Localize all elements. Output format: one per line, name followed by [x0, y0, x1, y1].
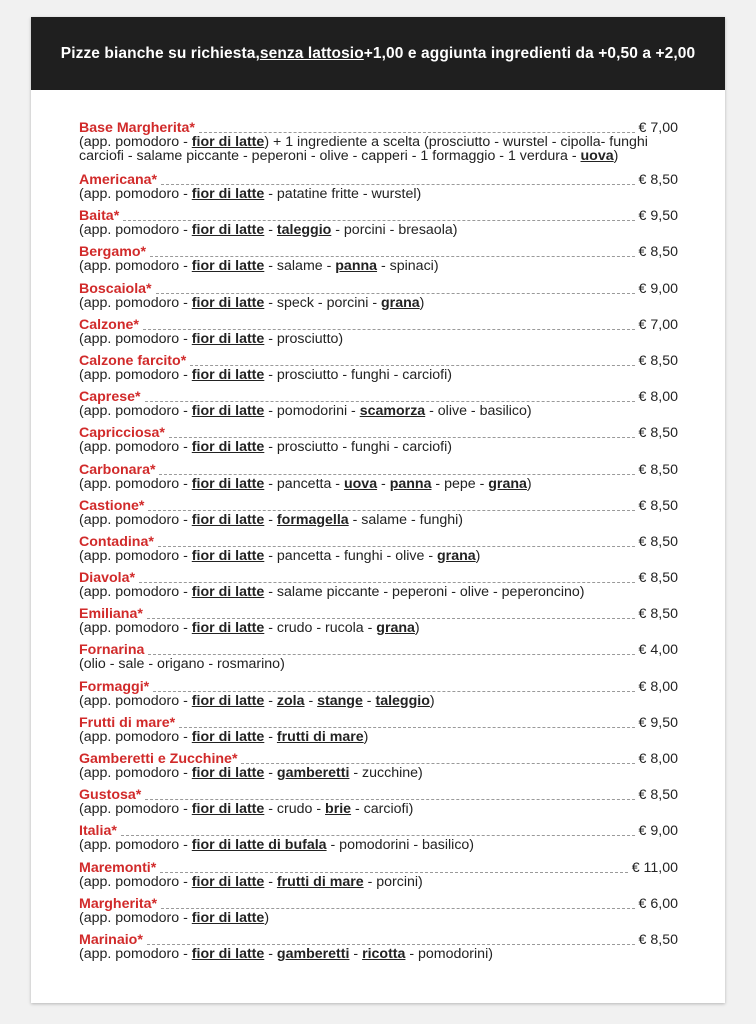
highlight-ingredient: stange — [317, 692, 363, 709]
pizza-price: € 9,00 — [638, 280, 678, 297]
highlight-ingredient: fior di latte — [191, 134, 265, 150]
pizza-price: € 8,50 — [638, 425, 678, 442]
highlight-ingredient: fior di latte — [191, 366, 265, 383]
ingredient-text: - — [264, 222, 277, 239]
pizza-ingredients — [79, 947, 678, 961]
menu-item-header — [79, 933, 678, 947]
menu-item — [79, 824, 678, 860]
leader-dots — [123, 220, 634, 221]
ingredient-text: - salame piccante - peperoni - olive - peperoncino) — [264, 584, 585, 601]
menu-item-header — [79, 282, 678, 296]
ingredient-text: - — [264, 945, 277, 962]
menu-item — [79, 861, 678, 897]
pizza-price: € 11,00 — [631, 859, 678, 876]
menu-sheet — [31, 17, 725, 1003]
pizza-price: € 8,50 — [638, 570, 678, 587]
highlight-ingredient: panna — [389, 475, 432, 492]
ingredients-line-1 — [79, 135, 678, 149]
pizza-ingredients — [79, 187, 678, 201]
pizza-name: Base Margherita* — [79, 120, 195, 136]
menu-item — [79, 499, 678, 535]
ingredient-text: - crudo - — [264, 801, 326, 818]
ingredient-text: (app. pomodoro - — [79, 765, 192, 781]
highlight-ingredient: fior di latte — [191, 186, 265, 202]
pizza-ingredients — [79, 585, 678, 599]
menu-item-header — [79, 318, 678, 332]
menu-item-header — [79, 788, 678, 802]
pizza-price: € 8,50 — [638, 533, 678, 550]
pizza-ingredients — [79, 296, 678, 310]
pizza-name: Fornarina — [79, 642, 145, 659]
menu-item-header — [79, 824, 678, 838]
menu-item — [79, 716, 678, 752]
banner-text-lactose-free: senza lattosio — [259, 44, 364, 62]
pizza-ingredients — [79, 404, 678, 418]
pizza-name: Contadina* — [79, 533, 154, 550]
ingredient-text: (app. pomodoro - — [79, 511, 192, 528]
ingredient-text: (app. pomodoro - — [79, 186, 192, 202]
pizza-ingredients — [79, 694, 678, 708]
menu-item — [79, 607, 678, 643]
ingredient-text: - — [264, 692, 277, 709]
pizza-price: € 8,50 — [638, 931, 678, 948]
leader-dots — [148, 510, 634, 511]
highlight-ingredient: taleggio — [375, 692, 430, 709]
ingredient-text: carciofi - salame piccante - peperoni - olive - capperi - 1 formaggio - 1 verdura - — [79, 148, 581, 164]
pizza-ingredients — [79, 440, 678, 454]
menu-item-header — [79, 354, 678, 368]
leader-dots — [159, 474, 634, 475]
ingredient-text: - pomodorini) — [405, 945, 493, 962]
pizza-name: Boscaiola* — [79, 280, 152, 297]
pizza-ingredients — [79, 549, 678, 563]
highlight-ingredient: fior di latte — [191, 909, 265, 926]
highlight-ingredient: fior di latte — [191, 330, 265, 347]
highlight-ingredient: gamberetti — [276, 945, 350, 962]
menu-item-header — [79, 861, 678, 875]
pizza-price: € 9,50 — [638, 714, 678, 731]
ingredient-text: - speck - porcini - — [264, 294, 381, 311]
leader-dots — [143, 329, 635, 330]
leader-dots — [160, 872, 627, 873]
pizza-name: Gamberetti e Zucchine* — [79, 751, 238, 767]
leader-dots — [179, 727, 634, 728]
leader-dots — [161, 184, 634, 185]
leader-dots — [156, 293, 635, 294]
menu-item — [79, 933, 678, 969]
highlight-ingredient: fior di latte — [191, 801, 265, 818]
highlight-ingredient: zola — [276, 692, 305, 709]
ingredient-text: ) — [429, 692, 435, 709]
pizza-price: € 6,00 — [638, 895, 678, 912]
pizza-ingredients — [79, 513, 678, 527]
ingredient-text: - salame - — [264, 258, 336, 275]
ingredient-text: - zucchine) — [349, 765, 423, 781]
pizza-ingredients — [79, 802, 678, 816]
ingredient-text: ) — [419, 294, 425, 311]
menu-item-header — [79, 173, 678, 187]
ingredient-text: - porcini) — [363, 873, 423, 890]
pizza-name: Marinaio* — [79, 931, 143, 948]
pizza-ingredients — [79, 838, 678, 852]
pizza-name: Diavola* — [79, 570, 135, 587]
pizza-name: Castione* — [79, 497, 145, 514]
ingredient-text: (app. pomodoro - — [79, 134, 192, 150]
highlight-ingredient: frutti di mare — [276, 728, 364, 745]
leader-dots — [241, 763, 634, 764]
pizza-ingredients — [79, 477, 678, 491]
ingredient-text: - carciofi) — [351, 801, 414, 818]
pizza-ingredients — [79, 259, 678, 273]
ingredient-text: (app. pomodoro - — [79, 330, 192, 347]
ingredient-text: (app. pomodoro - — [79, 584, 192, 601]
leader-dots — [158, 546, 635, 547]
pizza-name: Bergamo* — [79, 244, 147, 261]
highlight-ingredient: fior di latte — [191, 584, 265, 601]
menu-item-header — [79, 752, 678, 766]
menu-item-header — [79, 607, 678, 621]
menu-item-header — [79, 897, 678, 911]
leader-dots — [147, 944, 635, 945]
highlight-ingredient: grana — [437, 547, 476, 564]
menu-item-header — [79, 121, 678, 135]
highlight-ingredient: brie — [325, 801, 352, 818]
leader-dots — [199, 132, 635, 133]
ingredient-text: ) — [414, 620, 420, 637]
leader-dots — [121, 835, 635, 836]
pizza-name: Calzone* — [79, 316, 139, 333]
pizza-price: € 8,50 — [638, 787, 678, 804]
ingredient-text: - — [264, 728, 277, 745]
menu-item-header — [79, 426, 678, 440]
ingredient-text: - pomodorini - basilico) — [326, 837, 475, 854]
highlight-ingredient: fior di latte — [191, 511, 265, 528]
ingredient-text: ) — [264, 909, 270, 926]
ingredient-text: (app. pomodoro - — [79, 403, 192, 420]
pizza-name: Formaggi* — [79, 678, 150, 695]
menu-item-header — [79, 245, 678, 259]
pizza-ingredients — [79, 621, 678, 635]
highlight-ingredient: frutti di mare — [276, 873, 364, 890]
ingredient-text: (app. pomodoro - — [79, 909, 192, 926]
highlight-ingredient: grana — [488, 475, 527, 492]
ingredient-text: ) — [363, 728, 369, 745]
pizza-name: Baita* — [79, 208, 120, 225]
menu-item-header — [79, 390, 678, 404]
leader-dots — [148, 654, 634, 655]
ingredient-text: (app. pomodoro - — [79, 294, 192, 311]
menu-item-header — [79, 680, 678, 694]
pizza-name: Frutti di mare* — [79, 714, 176, 731]
ingredient-text: (olio - sale - origano - rosmarino) — [79, 656, 285, 673]
pizza-ingredients — [79, 223, 678, 237]
menu-item — [79, 354, 678, 390]
menu-item-header — [79, 643, 678, 657]
menu-item — [79, 209, 678, 245]
highlight-ingredient: taleggio — [276, 222, 332, 239]
highlight-ingredient: fior di latte — [191, 222, 265, 239]
menu-item — [79, 318, 678, 354]
leader-dots — [161, 908, 634, 909]
highlight-ingredient: fior di latte — [191, 728, 265, 745]
leader-dots — [145, 401, 635, 402]
menu-item-header — [79, 463, 678, 477]
pizza-ingredients — [79, 135, 678, 163]
pizza-name: Americana* — [79, 172, 158, 188]
menu-item — [79, 571, 678, 607]
pizza-price: € 7,00 — [638, 316, 678, 333]
ingredient-text: - pomodorini - — [264, 403, 360, 420]
pizza-price: € 8,50 — [638, 244, 678, 261]
menu-item — [79, 245, 678, 281]
pizza-name: Margherita* — [79, 895, 158, 912]
pizza-name: Italia* — [79, 823, 117, 840]
pizza-price: € 9,50 — [638, 208, 678, 225]
ingredient-text: - — [349, 945, 363, 962]
ingredient-text: - pancetta - — [264, 475, 344, 492]
header-banner — [31, 17, 725, 90]
pizza-ingredients — [79, 368, 678, 382]
ingredient-text: ) + 1 ingrediente a scelta (prosciutto - wurstel - cipolla- funghi — [264, 134, 648, 150]
ingredient-text: (app. pomodoro - — [79, 620, 192, 637]
menu-item — [79, 752, 678, 788]
ingredient-text: (app. pomodoro - — [79, 801, 192, 818]
pizza-price: € 8,50 — [638, 461, 678, 478]
pizza-price: € 8,50 — [638, 497, 678, 514]
menu-item-header — [79, 716, 678, 730]
pizza-name: Gustosa* — [79, 787, 142, 804]
pizza-ingredients — [79, 875, 678, 889]
menu-item-header — [79, 535, 678, 549]
leader-dots — [147, 618, 635, 619]
leader-dots — [139, 582, 635, 583]
pizza-price: € 9,00 — [638, 823, 678, 840]
pizza-ingredients — [79, 911, 678, 925]
ingredient-text: - prosciutto - funghi - carciofi) — [264, 366, 452, 383]
ingredient-text: (app. pomodoro - — [79, 475, 192, 492]
highlight-ingredient: grana — [376, 620, 415, 637]
pizza-price: € 4,00 — [638, 642, 678, 659]
ingredient-text: - pancetta - funghi - olive - — [264, 547, 438, 564]
menu-item — [79, 390, 678, 426]
ingredient-text: (app. pomodoro - — [79, 439, 192, 456]
pizza-name: Capricciosa* — [79, 425, 165, 442]
ingredient-text: - olive - basilico) — [425, 403, 532, 420]
leader-dots — [153, 691, 634, 692]
menu-item — [79, 535, 678, 571]
ingredient-text: (app. pomodoro - — [79, 945, 192, 962]
highlight-ingredient: scamorza — [359, 403, 426, 420]
leader-dots — [169, 437, 635, 438]
pizza-ingredients — [79, 332, 678, 346]
highlight-ingredient: fior di latte — [191, 294, 265, 311]
ingredient-text: ) — [475, 547, 481, 564]
ingredient-text: - spinaci) — [377, 258, 439, 275]
ingredient-text: (app. pomodoro - — [79, 547, 192, 564]
highlight-ingredient: fior di latte — [191, 439, 265, 456]
ingredient-text: (app. pomodoro - — [79, 222, 192, 239]
banner-text-1: Pizze bianche su richiesta, — [60, 44, 260, 62]
highlight-ingredient: grana — [381, 294, 420, 311]
ingredient-text: (app. pomodoro - — [79, 258, 192, 275]
ingredient-text: (app. pomodoro - — [79, 873, 192, 890]
ingredient-text: - — [362, 692, 376, 709]
menu-item — [79, 463, 678, 499]
pizza-price: € 7,00 — [638, 120, 678, 136]
pizza-name: Carbonara* — [79, 461, 156, 478]
pizza-price: € 8,50 — [638, 352, 678, 369]
leader-dots — [150, 256, 635, 257]
pizza-name: Calzone farcito* — [79, 352, 187, 369]
ingredient-text: - — [377, 475, 390, 492]
menu-item — [79, 680, 678, 716]
ingredient-text: (app. pomodoro - — [79, 728, 192, 745]
banner-text-2: +1,00 e aggiunta ingredienti da +0,50 a +2,00 — [363, 44, 696, 62]
highlight-ingredient: uova — [580, 148, 614, 164]
ingredient-text: - pepe - — [431, 475, 489, 492]
ingredient-text: (app. pomodoro - — [79, 366, 192, 383]
ingredient-text: - prosciutto - funghi - carciofi) — [264, 439, 452, 456]
pizza-menu-list — [79, 121, 678, 969]
pizza-name: Maremonti* — [79, 859, 157, 876]
pizza-ingredients — [79, 657, 678, 671]
menu-item-header — [79, 571, 678, 585]
ingredient-text: - prosciutto) — [264, 330, 344, 347]
ingredients-line-2 — [79, 149, 678, 163]
menu-item — [79, 282, 678, 318]
pizza-ingredients — [79, 766, 678, 780]
pizza-price: € 8,50 — [638, 606, 678, 623]
menu-item — [79, 788, 678, 824]
menu-item — [79, 897, 678, 933]
ingredient-text: (app. pomodoro - — [79, 837, 192, 854]
pizza-ingredients — [79, 730, 678, 744]
highlight-ingredient: fior di latte — [191, 692, 265, 709]
highlight-ingredient: fior di latte — [191, 945, 265, 962]
pizza-price: € 8,00 — [638, 678, 678, 695]
ingredient-text: - — [264, 873, 277, 890]
ingredient-text: - salame - funghi) — [348, 511, 464, 528]
ingredient-text: - porcini - bresaola) — [331, 222, 458, 239]
menu-item — [79, 426, 678, 462]
menu-item — [79, 121, 678, 173]
highlight-ingredient: fior di latte — [191, 475, 265, 492]
pizza-price: € 8,50 — [638, 172, 678, 188]
highlight-ingredient: ricotta — [362, 945, 406, 962]
highlight-ingredient: fior di latte — [191, 547, 265, 564]
ingredient-text: ) — [613, 148, 619, 164]
highlight-ingredient: gamberetti — [276, 765, 350, 781]
highlight-ingredient: fior di latte — [191, 873, 265, 890]
highlight-ingredient: fior di latte — [191, 403, 265, 420]
ingredient-text: - crudo - rucola - — [264, 620, 377, 637]
highlight-ingredient: fior di latte di bufala — [191, 837, 327, 854]
highlight-ingredient: fior di latte — [191, 620, 265, 637]
ingredient-text: (app. pomodoro - — [79, 692, 192, 709]
ingredient-text: - — [304, 692, 318, 709]
menu-item-header — [79, 209, 678, 223]
ingredient-text: - — [264, 511, 277, 528]
menu-item-header — [79, 499, 678, 513]
pizza-price: € 8,00 — [638, 751, 678, 767]
ingredient-text: ) — [526, 475, 532, 492]
highlight-ingredient: fior di latte — [191, 765, 265, 781]
pizza-name: Emiliana* — [79, 606, 143, 623]
highlight-ingredient: panna — [335, 258, 378, 275]
highlight-ingredient: fior di latte — [191, 258, 265, 275]
menu-item — [79, 173, 678, 209]
pizza-price: € 8,00 — [638, 389, 678, 406]
ingredient-text: - — [264, 765, 277, 781]
ingredient-text: - patatine fritte - wurstel) — [264, 186, 422, 202]
menu-item — [79, 643, 678, 679]
leader-dots — [145, 799, 634, 800]
highlight-ingredient: formagella — [276, 511, 349, 528]
pizza-name: Caprese* — [79, 389, 141, 406]
highlight-ingredient: uova — [343, 475, 378, 492]
leader-dots — [190, 365, 634, 366]
